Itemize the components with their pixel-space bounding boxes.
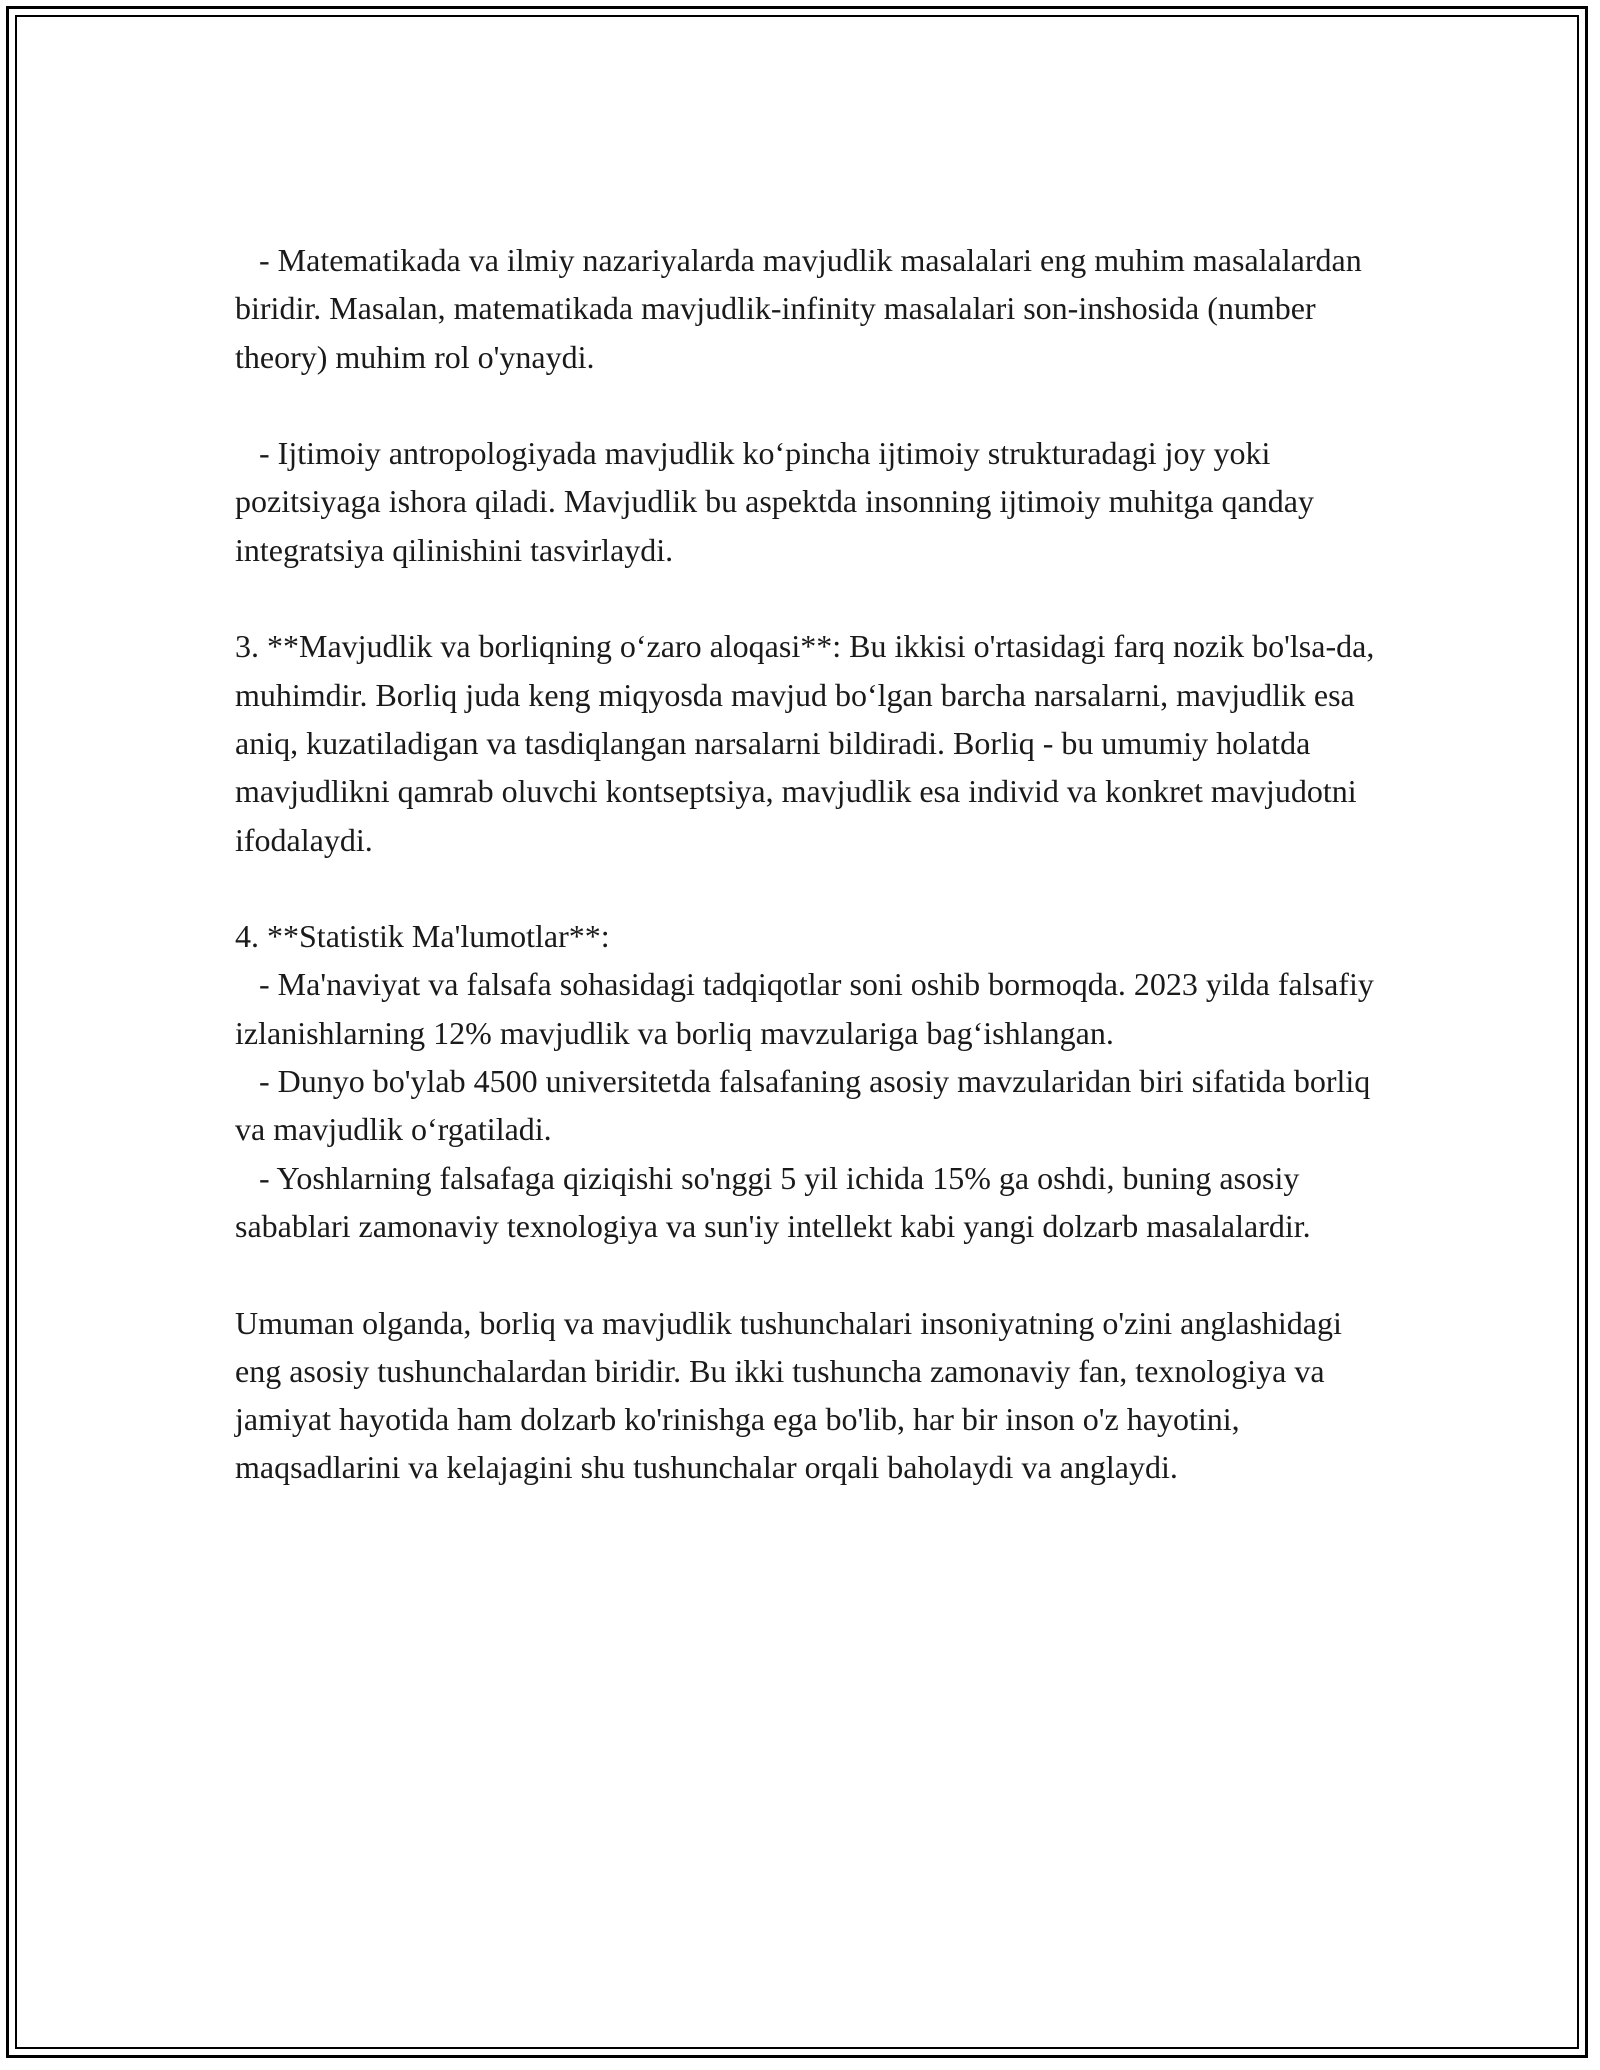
paragraph-text: 3. **Mavjudlik va borliqning o‘zaro aloqasi**: Bu ikkisi o'rtasidagi farq nozik bo'lsa-da, muhimdir. Borliq juda keng miqyosda mavjud bo‘lgan barcha narsalarni, mavjudlik esa aniq, kuzatiladigan va tasdiqlangan narsalarni bildiradi. Borliq - bu umumiy holatda mavjudlikni qamrab oluvchi kontseptsiya, mavjudlik esa individ va konkret mavjudotni ifodalaydi. xyxy=(235,628,1383,858)
paragraph-text: Umuman olganda, borliq va mavjudlik tushunchalari insoniyatning o'zini anglashidagi eng asosiy tushunchalardan biridir. Bu ikki tushuncha zamonaviy fan, texnologiya va jamiyat hayotida ham dolzarb ko'rinishga ega bo'lib, har bir inson o'z hayotini, maqsadlarini va kelajagini shu tushunchalar orqali baholaydi va anglaydi. xyxy=(235,1304,1350,1486)
document-body xyxy=(235,236,1385,1540)
paragraph-text: - Matematikada va ilmiy nazariyalarda mavjudlik masalalari eng muhim masalalardan biridir. Masalan, matematikada mavjudlik-infinity masalalari son-inshosida (number theory) muhim rol o'ynaydi. xyxy=(235,242,1370,375)
paragraph-relation xyxy=(235,622,1385,863)
statistics-item: - Ma'naviyat va falsafa sohasidagi tadqiqotlar soni oshib bormoqda. 2023 yilda falsafiy izlanishlarning 12% mavjudlik va borliq mavzulariga bag‘ishlangan. xyxy=(235,966,1382,1051)
statistics-item: - Yoshlarning falsafaga qiziqishi so'nggi 5 yil ichida 15% ga oshdi, buning asosiy sabablari zamonaviy texnologiya va sun'iy intellekt kabi yangi dolzarb masalalardir. xyxy=(235,1159,1311,1244)
statistics-item: - Dunyo bo'ylab 4500 universitetda falsafaning asosiy mavzularidan biri sifatida borliq va mavjudlik o‘rgatiladi. xyxy=(235,1063,1379,1148)
paragraph-anthropology xyxy=(235,429,1385,574)
paragraph-text: - Ijtimoiy antropologiyada mavjudlik ko‘pincha ijtimoiy strukturadagi joy yoki pozitsiyaga ishora qiladi. Mavjudlik bu aspektda insonning ijtimoiy muhitga qanday integratsiya qilinishini tasvirlaydi. xyxy=(235,435,1322,568)
paragraph-conclusion xyxy=(235,1299,1385,1492)
statistics-heading: 4. **Statistik Ma'lumotlar**: xyxy=(235,918,610,955)
paragraph-statistics xyxy=(235,912,1385,1250)
paragraph-mathematics xyxy=(235,236,1385,381)
